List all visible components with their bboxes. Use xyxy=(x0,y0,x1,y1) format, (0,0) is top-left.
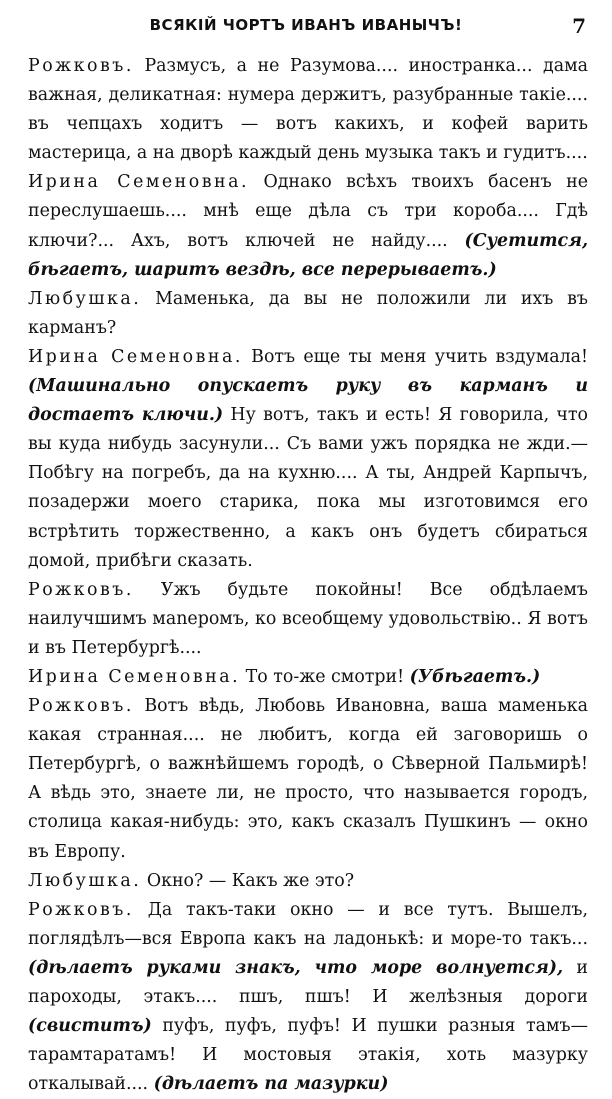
speaker-name: Рожковъ. xyxy=(28,56,134,76)
stage-direction: (свиститъ) xyxy=(28,1016,152,1037)
speaker-name: Ирина Семеновна. xyxy=(28,172,250,193)
speech-text: Окно? — Какъ же это? xyxy=(141,870,355,891)
dialogue-paragraph xyxy=(28,692,588,867)
stage-direction: (дѣлаетъ па мазурки) xyxy=(153,1074,389,1095)
dialogue-paragraph xyxy=(28,343,588,576)
speech-text: Ну вотъ, такъ и есть! Я говорила, что вы куда нибудь засунули... Съ вами ужъ порядка не жди.—Побѣгу на погребъ, да на кухню.... А ты, Андрей Карпычъ, позадержи моего старика, пока мы изготовимся его встрѣтить торжественно, а какъ онъ будетъ сбираться домой, прибѣги сказать. xyxy=(28,405,588,571)
stage-direction: (дѣлаетъ руками знакъ, что море волнуется), xyxy=(28,957,564,978)
play-text xyxy=(28,52,588,1099)
stage-direction: (Машинально опускаетъ руку въ карманъ и достаетъ ключи.) xyxy=(28,376,588,426)
dialogue-paragraph xyxy=(28,285,588,343)
speaker-name: Ирина Семеновна. xyxy=(28,666,241,687)
speaker-name: Любушка. xyxy=(28,288,142,309)
dialogue-paragraph xyxy=(28,52,588,168)
speech-text: Размусъ, а не Разумова.... иностранка... дама важная, деликатная: нумера держитъ, разубранные такіе.... въ чепцахъ ходитъ — вотъ какихъ, и кофей варить мастерица, а на дворѣ каждый день музыка такъ и гудитъ.... xyxy=(28,56,588,164)
page-number: 7 xyxy=(572,14,586,38)
speaker-name: Любушка. xyxy=(28,870,142,891)
speech-text: Вотъ вѣдь, Любовь Ивановна, ваша маменька какая странная.... не любитъ, когда ей заговоришь о Петербургѣ, о важнѣйшемъ городѣ, о Сѣверной Пальмирѣ! А вѣдь это, знаете ли, не просто, что называется городъ, столица какая-нибудь: это, какъ сказалъ Пушкинъ — окно въ Европу. xyxy=(28,696,588,862)
speaker-name: Рожковъ. xyxy=(28,696,134,717)
speech-text: Вотъ еще ты меня учить вздумала! xyxy=(242,346,588,367)
dialogue-paragraph xyxy=(28,867,588,896)
stage-direction: (Убѣгаетъ.) xyxy=(409,666,541,687)
speech-text: То то-же смотри! xyxy=(240,666,410,687)
speaker-name: Рожковъ. xyxy=(28,899,134,920)
speaker-name: Ирина Семеновна. xyxy=(28,346,243,367)
speech-text: Маменька, да вы не положили ли ихъ въ карманъ? xyxy=(28,288,588,338)
page-header xyxy=(0,16,612,40)
dialogue-paragraph xyxy=(28,896,588,1099)
running-title: ВСЯКІЙ ЧОРТЪ ИВАНЪ ИВАНЫЧЪ! xyxy=(149,16,463,34)
speech-text: Ужъ будьте покойны! Все обдѣлаемъ наилучшимъ маneромъ, ко всеобщему удовольствію.. Я вотъ и въ Петербургѣ.... xyxy=(28,579,588,658)
dialogue-paragraph xyxy=(28,576,588,663)
speech-text: и пароходы, этакъ.... пшъ, пшъ! И желѣзныя дороги xyxy=(28,957,589,1007)
stage-direction: (Суетится, бѣгаетъ, шаритъ вездѣ, все перерываетъ.) xyxy=(28,230,588,280)
speech-text: пуфъ, пуфъ, пуфъ! И пушки разныя тамъ—тарамтаратамъ! И мостовыя этакія, хоть мазурку откалывай.... xyxy=(28,1016,588,1095)
speech-text: Да такъ-таки окно — и все тутъ. Вышелъ, поглядѣлъ—вся Европа какъ на ладонькѣ: и море-то такъ... xyxy=(28,899,588,949)
speech-text: Однако всѣхъ твоихъ басенъ не переслушаешь.... мнѣ еще дѣла съ три короба.... Гдѣ ключи?... Ахъ, вотъ ключей не найду.... xyxy=(28,172,589,251)
dialogue-paragraph xyxy=(28,663,588,692)
speaker-name: Рожковъ. xyxy=(28,579,134,600)
dialogue-paragraph xyxy=(28,168,588,284)
